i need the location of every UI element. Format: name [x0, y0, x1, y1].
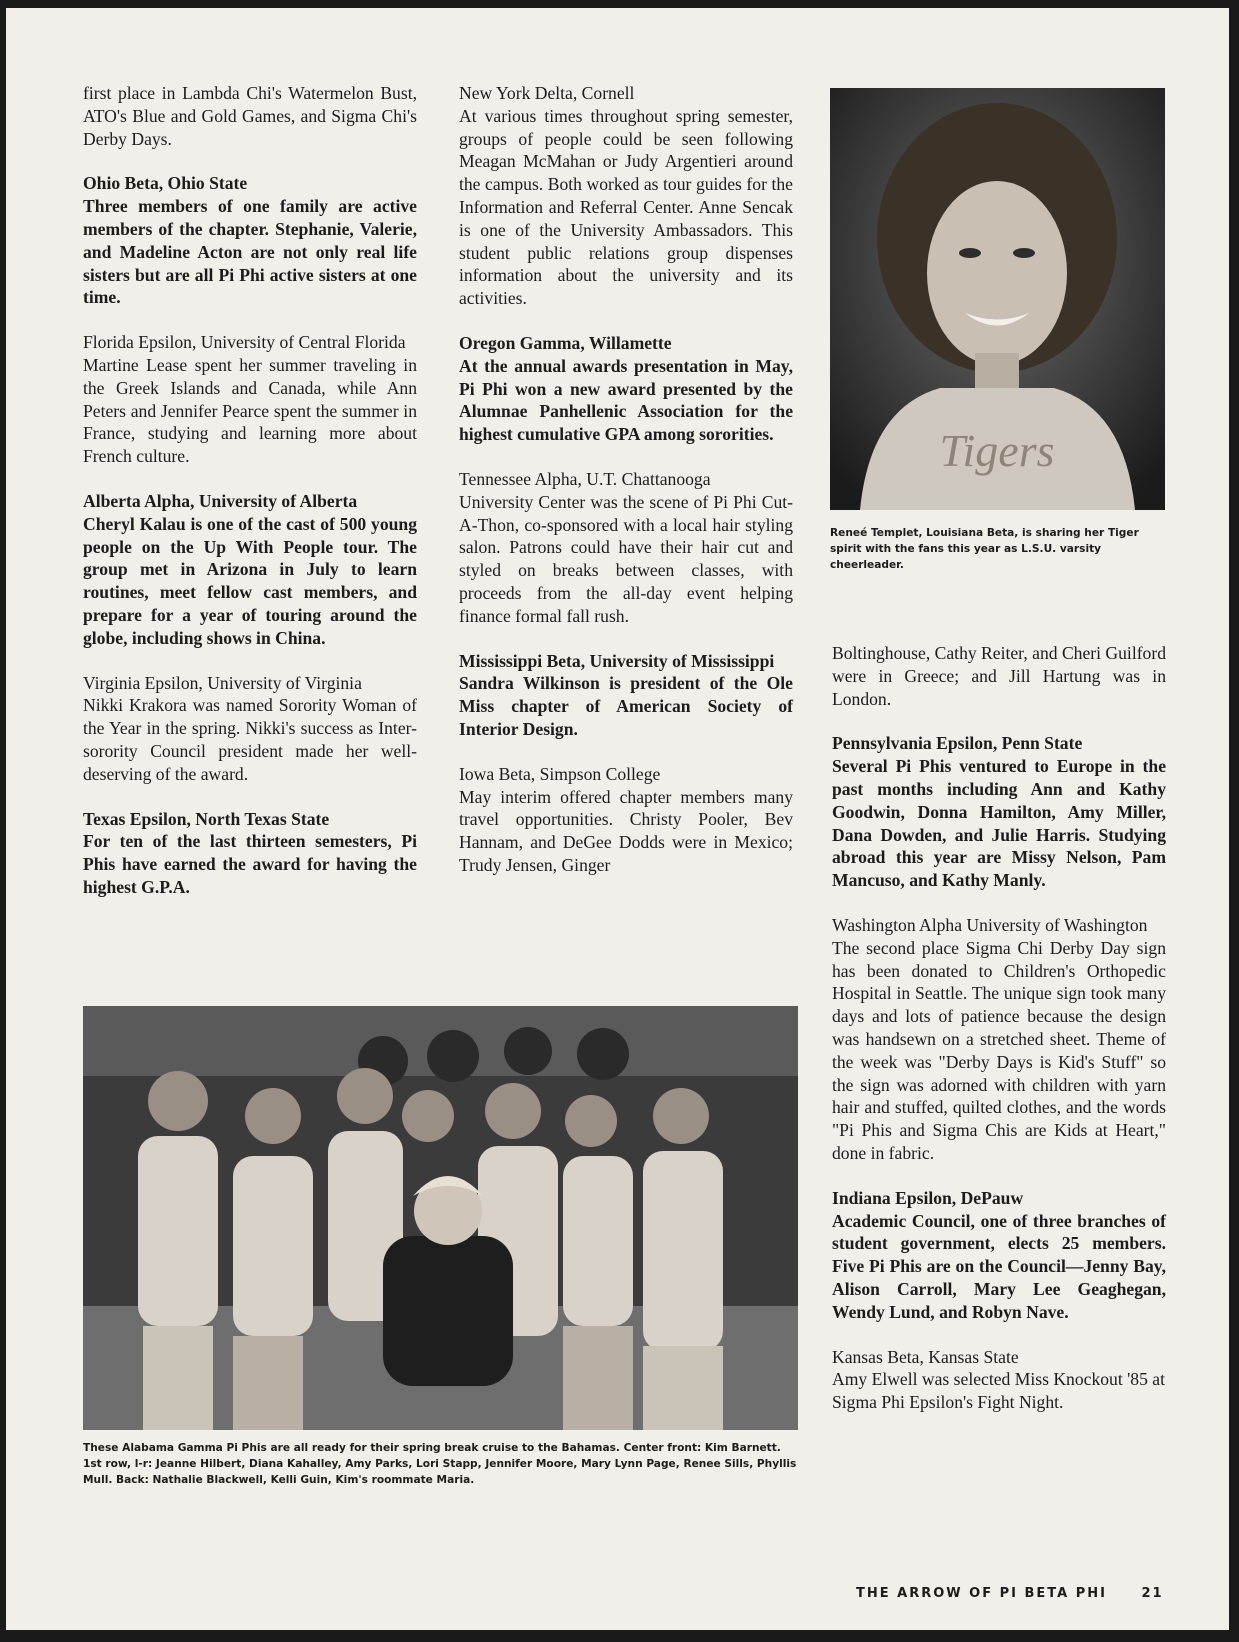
column-3	[832, 642, 1166, 1436]
article-body: University Center was the scene of Pi Phi Cut-A-Thon, co-sponsored with a local hair styling salon. Patrons could have their hair cut and styled on breaks between classes, with proceeds from the all-day event helping finance formal fall rush.	[459, 491, 793, 626]
group-photo-caption: These Alabama Gamma Pi Phis are all ready for their spring break cruise to the Bahamas. Center front: Kim Barnett. 1st row, l-r: Jeanne Hilbert, Diana Kahalley, Amy Parks, Lori Stapp, Jennifer Moore, Mary Lynn Page, Renee Sills, Phyllis Mull. Back: Nathalie Blackwell, Kelli Guin, Kim's roommate Maria.	[83, 1442, 797, 1486]
article-body: The second place Sigma Chi Derby Day sign has been donated to Children's Orthopedic Hospital in Seattle. The unique sign took many days and lots of patience because the design was handsewn on a stretched sheet. Theme of the week was "Derby Days is Kid's Stuff" so the sign was adorned with children with yarn hair and stuffed, quilted clothes, and the words "Pi Phis and Sigma Chis are Kids at Heart," done in fabric.	[832, 937, 1166, 1163]
article-col2-2	[459, 468, 793, 628]
page-number: 21	[1141, 1586, 1164, 1601]
article-heading: Kansas Beta, Kansas State	[832, 1346, 1019, 1367]
article-heading: Ohio Beta, Ohio State	[83, 173, 248, 194]
article-body: At various times throughout spring semester, groups of people could be seen following Meagan McMahan or Judy Argentieri around the campus. Both worked as tour guides for the Information and Referral Center. Anne Sencak is one of the University Ambassadors. This student public relations group dispenses information about the university and its activities.	[459, 105, 793, 309]
article-col3-4	[832, 1346, 1166, 1414]
article-body: At the annual awards presentation in May, Pi Phi won a new award presented by the Alumnae Panhellenic Association for the highest cumulative GPA among sororities.	[459, 355, 793, 445]
article-heading: Florida Epsilon, University of Central Florida	[83, 332, 406, 353]
article-col1-0	[83, 82, 417, 150]
article-body: Nikki Krakora was named Sorority Woman of the Year in the spring. Nikki's success as Inter-sorority Council president made her well-deserving of the award.	[83, 695, 417, 784]
article-col2-0	[459, 82, 793, 310]
article-body: Several Pi Phis ventured to Europe in the past months including Ann and Kathy Goodwin, Donna Hamilton, Amy Miller, Dana Dowden, and Julie Harris. Studying abroad this year are Missy Nelson, Pam Mancuso, and Kathy Manly.	[832, 756, 1166, 891]
article-body: Three members of one family are active members of the chapter. Stephanie, Valerie, and Madeline Acton are not only real life sisters but are all Pi Phi active sisters at one time.	[83, 196, 417, 308]
article-body: Sandra Wilkinson is president of the Ole Miss chapter of American Society of Interior Design.	[459, 673, 793, 739]
portrait-photo	[830, 88, 1165, 510]
article-body: May interim offered chapter members many travel opportunities. Christy Pooler, Bev Hannam, and DeGee Dodds were in Mexico; Trudy Jensen, Ginger	[459, 786, 793, 875]
article-body: Martine Lease spent her summer traveling in the Greek Islands and Canada, while Ann Peters and Jennifer Pearce spent the summer in France, studying and learning more about French culture.	[83, 354, 417, 467]
group-image	[83, 1006, 798, 1430]
column-2	[459, 82, 793, 899]
article-heading: Pennsylvania Epsilon, Penn State	[832, 733, 1083, 754]
article-col1-1	[83, 172, 417, 309]
article-col1-2	[83, 331, 417, 468]
article-heading: Oregon Gamma, Willamette	[459, 332, 672, 353]
article-heading: Tennessee Alpha, U.T. Chattanooga	[459, 468, 711, 489]
article-col3-2	[832, 914, 1166, 1165]
article-col2-3	[459, 650, 793, 741]
article-col3-3	[832, 1187, 1166, 1324]
article-body: For ten of the last thirteen semesters, Pi Phis have earned the award for having the highest G.P.A.	[83, 831, 417, 897]
page-footer	[856, 1586, 1176, 1601]
article-heading: Mississippi Beta, University of Mississippi	[459, 650, 775, 671]
group-photo	[83, 1006, 798, 1430]
article-col2-4	[459, 763, 793, 877]
article-col1-5	[83, 808, 417, 899]
article-col3-1	[832, 732, 1166, 892]
article-col1-4	[83, 672, 417, 786]
article-heading: Virginia Epsilon, University of Virginia	[83, 672, 362, 693]
magazine-page	[6, 8, 1229, 1630]
article-body: Boltinghouse, Cathy Reiter, and Cheri Guilford were in Greece; and Jill Hartung was in London.	[832, 643, 1167, 709]
article-body: Amy Elwell was selected Miss Knockout '85 at Sigma Phi Epsilon's Fight Night.	[832, 1369, 1165, 1413]
article-heading: Texas Epsilon, North Texas State	[83, 808, 330, 829]
portrait-caption: Reneé Templet, Louisiana Beta, is sharing her Tiger spirit with the fans this year as L.S.U. varsity cheerleader.	[830, 527, 1139, 571]
article-col1-3	[83, 490, 417, 650]
article-col2-1	[459, 332, 793, 446]
article-body: Cheryl Kalau is one of the cast of 500 young people on the Up With People tour. The group met in Arizona in July to learn routines, meet fellow cast members, and prepare for a year of touring around the globe, including shows in China.	[83, 513, 417, 648]
article-col3-0	[832, 642, 1166, 710]
portrait-image	[830, 88, 1165, 510]
publication-title: THE ARROW OF PI BETA PHI	[856, 1586, 1107, 1601]
article-heading: Washington Alpha University of Washington	[832, 914, 1148, 935]
shirt-text: Tigers	[939, 425, 1055, 476]
article-heading: Indiana Epsilon, DePauw	[832, 1187, 1024, 1208]
article-heading: Iowa Beta, Simpson College	[459, 763, 661, 784]
article-body: Academic Council, one of three branches of student government, elects 25 members. Five Pi Phis are on the Council—Jenny Bay, Alison Carroll, Mary Lee Geaghegan, Wendy Lund, and Robyn Nave.	[832, 1210, 1166, 1322]
column-1	[83, 82, 417, 921]
article-heading: New York Delta, Cornell	[459, 83, 635, 103]
article-heading: Alberta Alpha, University of Alberta	[83, 490, 358, 511]
article-body: first place in Lambda Chi's Watermelon Bust, ATO's Blue and Gold Games, and Sigma Chi's Derby Days.	[83, 83, 417, 149]
